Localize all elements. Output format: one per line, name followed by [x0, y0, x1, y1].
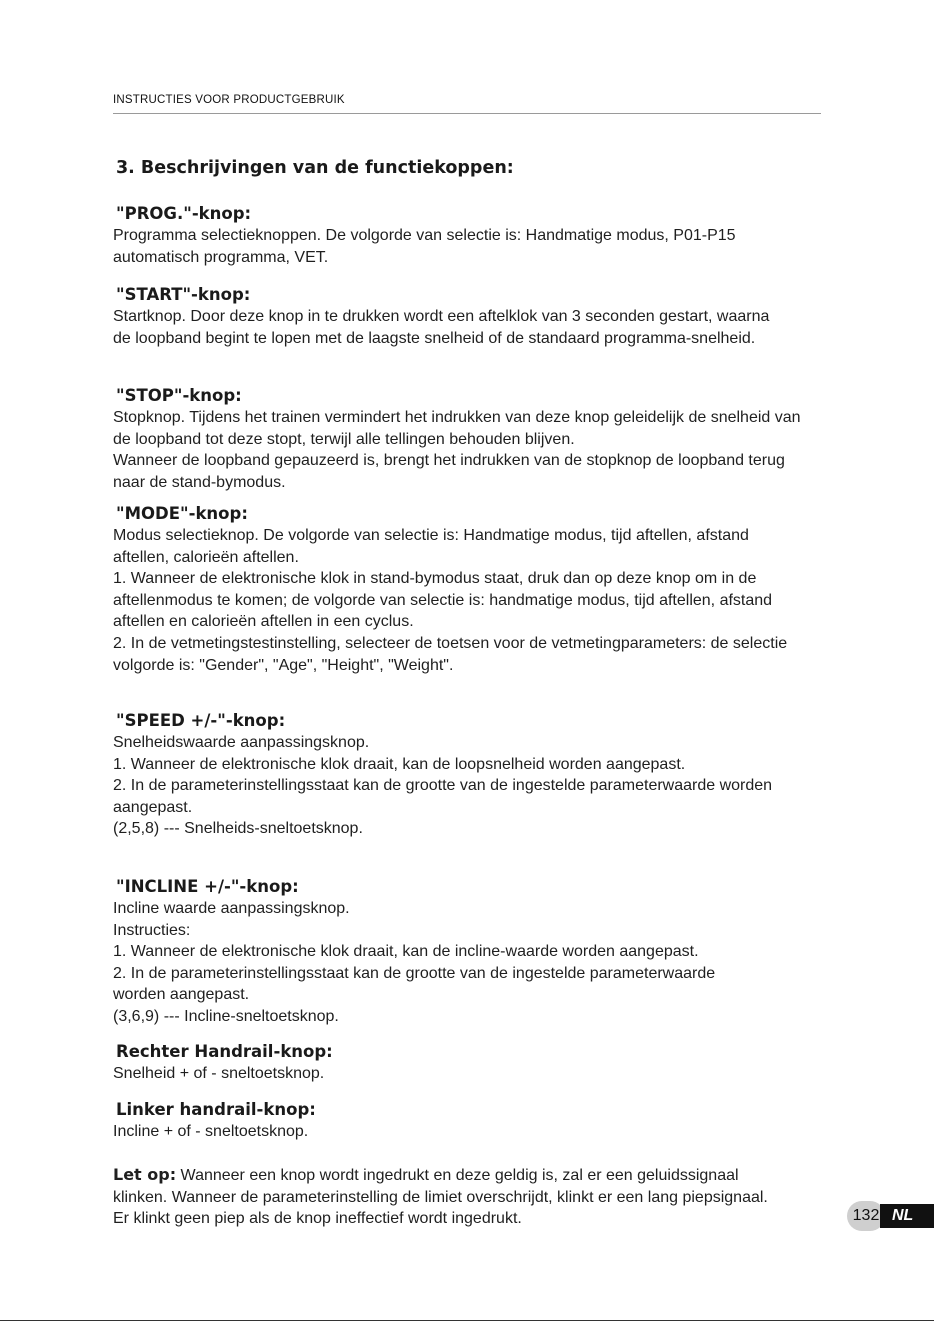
left-handrail-knop-title: Linker handrail-knop:: [116, 1100, 316, 1119]
speed-knop-text-line: Snelheidswaarde aanpassingsknop.: [113, 734, 370, 751]
stop-knop-section: [113, 385, 883, 493]
stop-knop-text-line: de loopband tot deze stopt, terwijl alle tellingen behouden blijven.: [113, 430, 575, 448]
speed-knop-text-line: 1. Wanneer de elektronische klok draait, kan de loopsnelheid worden aangepast.: [113, 755, 686, 773]
incline-knop-text-line: worden aangepast.: [113, 986, 250, 1004]
left-handrail-knop-section: [113, 1099, 883, 1143]
incline-knop-section: [113, 876, 883, 1028]
note-section: [113, 1164, 883, 1230]
running-header: INSTRUCTIES VOOR PRODUCTGEBRUIK: [113, 94, 345, 106]
stop-knop-text-line: Wanneer de loopband gepauzeerd is, brengt het indrukken van de stopknop de loopband terug: [113, 452, 785, 470]
incline-knop-text-line: (3,6,9) --- Incline-sneltoetsknop.: [113, 1007, 339, 1025]
language-tab: NL: [880, 1204, 934, 1228]
speed-knop-section: [113, 710, 883, 840]
speed-knop-text-line: (2,5,8) --- Snelheids-sneltoetsknop.: [113, 820, 363, 838]
incline-knop-text-line: 1. Wanneer de elektronische klok draait, kan de incline-waarde worden aangepast.: [113, 943, 699, 961]
note-first-line-text: Wanneer een knop wordt ingedrukt en deze geldig is, zal er een geluidssignaal: [176, 1167, 739, 1184]
speed-knop-title: "SPEED +/-"-knop:: [116, 711, 286, 730]
header-divider: [113, 113, 821, 114]
mode-knop-text-line: aftellenmodus te komen; de volgorde van selectie is: handmatige modus, tijd aftellen, afstand: [113, 591, 773, 609]
note-first-line: [113, 1164, 883, 1187]
mode-knop-section: [113, 503, 883, 676]
stop-knop-text-line: naar de stand-bymodus.: [113, 473, 286, 491]
mode-knop-text-line: volgorde is: "Gender", "Age", "Height", "Weight".: [113, 656, 454, 674]
left-handrail-knop-text-line: Incline + of - sneltoetsknop.: [113, 1123, 309, 1140]
note-text-line: Er klinkt geen piep als de knop ineffectief wordt ingedrukt.: [113, 1210, 522, 1228]
page-number-badge: 132: [847, 1201, 885, 1231]
incline-knop-title: "INCLINE +/-"-knop:: [116, 877, 299, 896]
prog-knop-text-line: automatisch programma, VET.: [113, 248, 329, 266]
start-knop-section: [113, 284, 883, 349]
note-label: Let op:: [113, 1165, 177, 1184]
prog-knop-text-line: Programma selectieknoppen. De volgorde van selectie is: Handmatige modus, P01-P15: [113, 227, 736, 244]
mode-knop-text-line: 2. In de vetmetingstestinstelling, selecteer de toetsen voor de vetmetingparameters: de selectie: [113, 634, 788, 652]
start-knop-title: "START"-knop:: [116, 285, 251, 304]
right-handrail-knop-title: Rechter Handrail-knop:: [116, 1042, 333, 1061]
incline-knop-text-line: Instructies:: [113, 921, 191, 939]
start-knop-text-line: de loopband begint te lopen met de laagste snelheid of de standaard programma-snelheid.: [113, 329, 756, 347]
mode-knop-text-line: 1. Wanneer de elektronische klok in stand-bymodus staat, druk dan op deze knop om in de: [113, 570, 757, 588]
mode-knop-text-line: aftellen, calorieën aftellen.: [113, 548, 299, 566]
prog-knop-title: "PROG."-knop:: [116, 204, 252, 223]
stop-knop-title: "STOP"-knop:: [116, 386, 242, 405]
speed-knop-text-line: aangepast.: [113, 798, 193, 816]
start-knop-text-line: Startknop. Door deze knop in te drukken wordt een aftelklok van 3 seconden gestart, waarna: [113, 308, 770, 325]
bottom-divider: [0, 1320, 934, 1321]
right-handrail-knop-section: [113, 1041, 883, 1085]
section-title: 3. Beschrijvingen van de functiekoppen:: [116, 158, 514, 178]
mode-knop-text-line: aftellen en calorieën aftellen in een cyclus.: [113, 613, 414, 631]
incline-knop-text-line: Incline waarde aanpassingsknop.: [113, 900, 350, 917]
right-handrail-knop-text-line: Snelheid + of - sneltoetsknop.: [113, 1065, 325, 1082]
mode-knop-text-line: Modus selectieknop. De volgorde van selectie is: Handmatige modus, tijd aftellen, afstand: [113, 527, 749, 544]
mode-knop-title: "MODE"-knop:: [116, 504, 248, 523]
incline-knop-text-line: 2. In de parameterinstellingsstaat kan de grootte van de ingestelde parameterwaarde: [113, 964, 716, 982]
stop-knop-text-line: Stopknop. Tijdens het trainen vermindert het indrukken van deze knop geleidelijk de snelheid van: [113, 409, 801, 426]
prog-knop-section: [113, 203, 883, 268]
speed-knop-text-line: 2. In de parameterinstellingsstaat kan de grootte van de ingestelde parameterwaarde worden: [113, 777, 773, 795]
note-text-line: klinken. Wanneer de parameterinstelling de limiet overschrijdt, klinkt er een lang piepsignaal.: [113, 1188, 768, 1206]
